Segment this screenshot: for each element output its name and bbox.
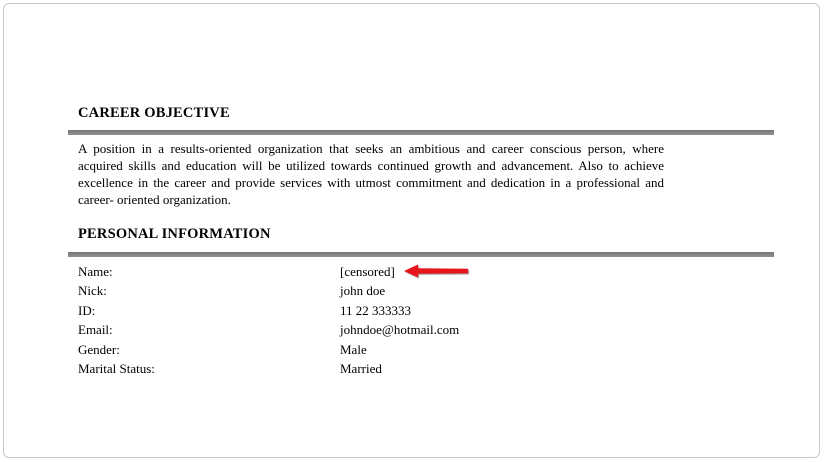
gender-label: Gender: <box>78 341 120 357</box>
info-row-marital-status <box>78 360 718 380</box>
section-divider-rule <box>68 252 774 257</box>
info-row-name <box>78 262 718 282</box>
personal-information-heading: PERSONAL INFORMATION <box>78 226 271 242</box>
red-left-arrow-icon <box>404 264 470 278</box>
personal-information-list <box>78 262 718 379</box>
career-objective-paragraph: A position in a results-oriented organization that seeks an ambitious and career conscious person, where acquired skills and education will be utilized towards continued growth and advancement. Also to achieve excellence in the career and provide services with utmost commitment and dedication in a professional and career- oriented organization. <box>78 141 664 207</box>
career-objective-heading: CAREER OBJECTIVE <box>78 105 230 121</box>
nick-label: Nick: <box>78 283 107 299</box>
nick-value: john doe <box>340 283 386 299</box>
info-row-nick <box>78 282 718 302</box>
info-row-id <box>78 301 718 321</box>
marital-status-value: Married <box>340 361 382 377</box>
marital-status-label: Marital Status: <box>78 361 155 377</box>
id-value: 11 22 333333 <box>340 302 412 318</box>
section-divider-rule <box>68 130 774 135</box>
info-row-gender <box>78 340 718 360</box>
name-value: [censored] <box>340 263 395 279</box>
email-value: johndoe@hotmail.com <box>340 322 460 338</box>
info-row-email <box>78 321 718 341</box>
red-left-arrow-shape <box>404 264 468 277</box>
email-label: Email: <box>78 322 113 338</box>
gender-value: Male <box>340 341 367 357</box>
id-label: ID: <box>78 302 96 318</box>
name-label: Name: <box>78 263 113 279</box>
